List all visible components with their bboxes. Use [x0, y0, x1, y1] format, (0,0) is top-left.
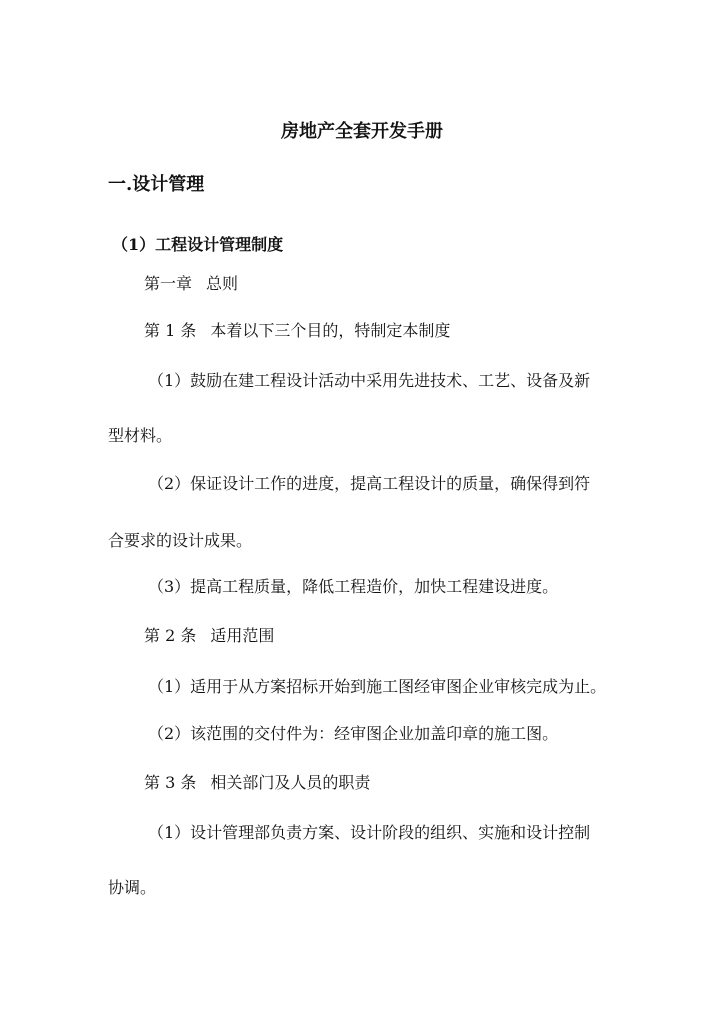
article-number: 第 1 条 — [144, 321, 197, 340]
section-heading: 一.设计管理 — [108, 174, 205, 195]
article-number: 第 3 条 — [144, 773, 197, 792]
article-1-item-2: （2）保证设计工作的进度，提高工程设计的质量，确保得到符 — [148, 474, 591, 493]
subsection-heading: （1）工程设计管理制度 — [112, 235, 284, 254]
article-number: 第 2 条 — [144, 626, 197, 645]
article-2-item-1: （1）适用于从方案招标开始到施工图经审图企业审核完成为止。 — [148, 677, 607, 696]
article-1-item-1-continuation: 型材料。 — [108, 426, 173, 445]
chapter-number: 第一章 — [144, 274, 193, 293]
article-title: 适用范围 — [210, 626, 275, 645]
article-2-heading — [144, 625, 274, 647]
article-1-item-2-continuation: 合要求的设计成果。 — [108, 531, 253, 550]
article-1-heading — [144, 320, 450, 342]
chapter-heading — [144, 273, 238, 295]
article-title: 相关部门及人员的职责 — [210, 773, 371, 792]
article-2-item-2: （2）该范围的交付件为：经审图企业加盖印章的施工图。 — [148, 724, 559, 743]
document-title: 房地产全套开发手册 — [281, 121, 443, 142]
article-3-item-1-continuation: 协调。 — [108, 878, 157, 897]
article-title: 本着以下三个目的，特制定本制度 — [210, 321, 451, 340]
article-3-heading — [144, 772, 370, 794]
article-1-item-3: （3）提高工程质量，降低工程造价，加快工程建设进度。 — [148, 577, 559, 596]
article-3-item-1: （1）设计管理部负责方案、设计阶段的组织、实施和设计控制 — [148, 823, 591, 842]
chapter-name: 总则 — [206, 274, 239, 293]
article-1-item-1: （1）鼓励在建工程设计活动中采用先进技术、工艺、设备及新 — [148, 371, 591, 390]
